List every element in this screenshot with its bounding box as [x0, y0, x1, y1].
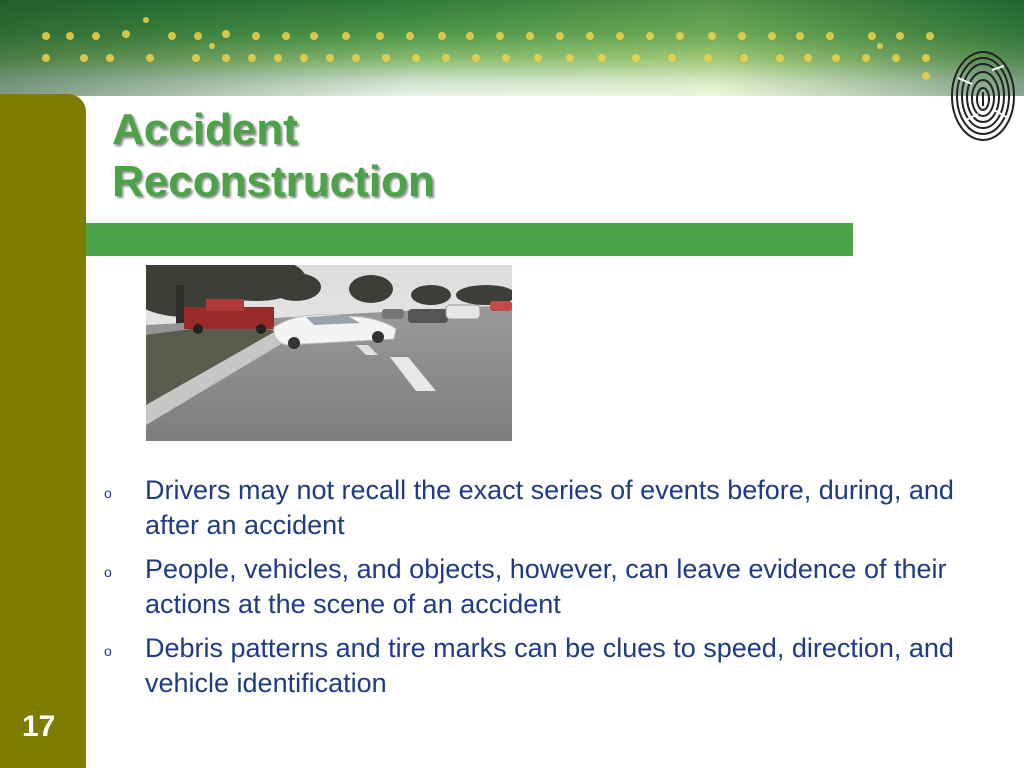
list-item [104, 552, 1004, 622]
bullet-marker: o [104, 643, 112, 659]
list-item [104, 473, 1004, 543]
title-bar [70, 223, 853, 256]
accident-scene-photo [146, 265, 512, 441]
fingerprint-icon [948, 48, 1018, 144]
slide-number: 17 [22, 710, 56, 743]
bullet-text: People, vehicles, and objects, however, can leave evidence of their actions at the scene of an accident [145, 554, 947, 619]
bullet-marker: o [104, 564, 112, 580]
left-sidebar [0, 94, 86, 768]
bullet-text: Debris patterns and tire marks can be clues to speed, direction, and vehicle identification [145, 633, 954, 698]
bullet-marker: o [104, 485, 112, 501]
bullet-list [104, 473, 1004, 710]
header-banner [0, 0, 1024, 96]
slide-title [112, 104, 435, 208]
list-item [104, 631, 1004, 701]
slide-title-line-2: Reconstruction [112, 157, 435, 206]
slide-title-line-1: Accident [112, 105, 298, 154]
banner-dots [0, 0, 1024, 96]
bullet-text: Drivers may not recall the exact series of events before, during, and after an accident [145, 475, 954, 540]
